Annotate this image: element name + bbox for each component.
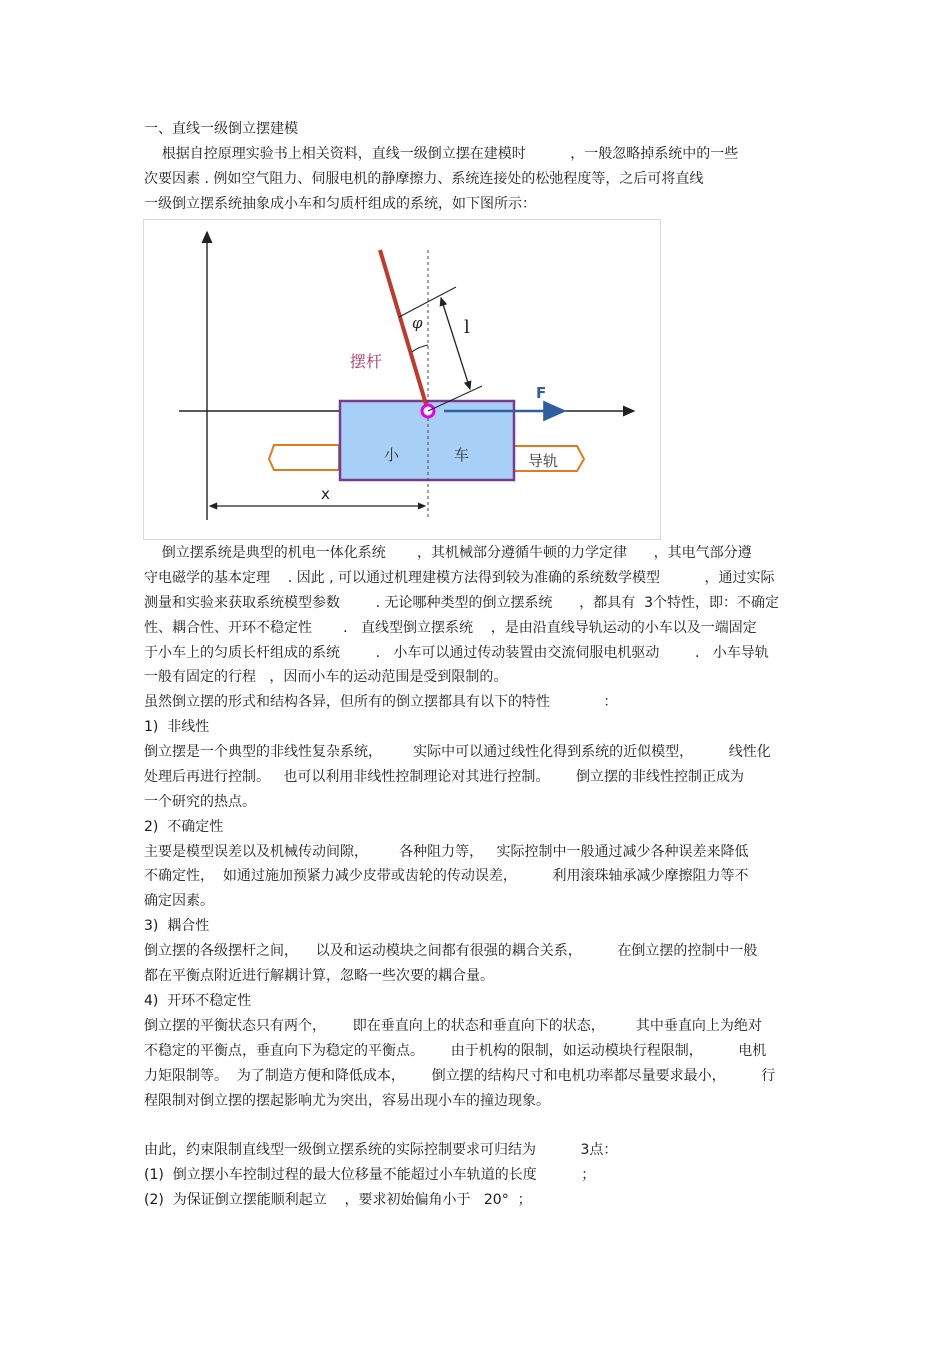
displacement-label: x <box>321 485 330 503</box>
intro-line: 一级倒立摆系统抽象成小车和匀质杆组成的系统，如下图所示： <box>144 196 536 212</box>
conclusion-line: 由此，约束限制直线型一级倒立摆系统的实际控制要求可归结为 3点： <box>144 1142 618 1158</box>
body-line: 虽然倒立摆的形式和结构各异，但所有的倒立摆都具有以下的特性 ： <box>144 694 618 710</box>
pendulum-diagram <box>144 220 660 539</box>
rod-label: 摆杆 <box>350 352 383 371</box>
body-line: 4) 开环不稳定性 <box>144 993 252 1009</box>
conclusion-line: (2) 为保证倒立摆能顺利起立 ，要求初始偏角小于 20° ； <box>144 1192 532 1208</box>
body-line: 倒立摆的平衡状态只有两个， 即在垂直向上的状态和垂直向下的状态， 其中垂直向上为绝对 <box>144 1018 762 1034</box>
angle-arc <box>412 345 428 352</box>
body-line: 3) 耦合性 <box>144 918 210 934</box>
body-line: 确定因素。 <box>144 893 214 909</box>
section-heading: 一、直线一级倒立摆建模 <box>144 121 298 137</box>
body-line: 倒立摆系统是典型的机电一体化系统 ，其机械部分遵循牛顿的力学定律 ，其电气部分遵 <box>144 545 752 561</box>
rail-label: 导轨 <box>528 452 559 470</box>
body-line: 一般有固定的行程 ，因而小车的运动范围是受到限制的。 <box>144 669 508 685</box>
body-line: 倒立摆是一个典型的非线性复杂系统， 实际中可以通过线性化得到系统的近似模型， 线性化 <box>144 744 771 760</box>
body-line: 测量和实验来获取系统模型参数 . 无论哪种类型的倒立摆系统 ，都具有 3个特性，即：不确定 <box>144 595 780 611</box>
body-line: 主要是模型误差以及机械传动间隙， 各种阻力等， 实际控制中一般通过减少各种误差来降低 <box>144 844 749 860</box>
intro-line: 根据自控原理实验书上相关资料，直线一级倒立摆在建模时 ，一般忽略掉系统中的一些 <box>144 146 739 162</box>
body-line: 性、耦合性、开环不稳定性 . 直线型倒立摆系统 ，是由沿直线导轨运动的小车以及一端固定 <box>144 620 757 636</box>
inverted-pendulum-figure <box>143 219 661 540</box>
body-line: 一个研究的热点。 <box>144 794 256 810</box>
force-label: F <box>536 384 547 402</box>
length-arrow <box>441 298 470 389</box>
body-line: 倒立摆的各级摆杆之间， 以及和运动模块之间都有很强的耦合关系， 在倒立摆的控制中一般 <box>144 943 758 959</box>
body-line: 于小车上的匀质长杆组成的系统 . 小车可以通过传动装置由交流伺服电机驱动 . 小车导轨 <box>144 645 769 661</box>
body-line: 程限制对倒立摆的摆起影响尤为突出，容易出现小车的撞边现象。 <box>144 1093 550 1109</box>
angle-label: φ <box>412 314 423 332</box>
conclusion-line: (1) 倒立摆小车控制过程的最大位移量不能超过小车轨道的长度 ； <box>144 1167 596 1183</box>
intro-line: 次要因素 . 例如空气阻力、伺服电机的静摩擦力、系统连接处的松弛程度等，之后可将直线 <box>144 171 704 187</box>
body-line: 2) 不确定性 <box>144 819 224 835</box>
body-line: 不确定性， 如通过施加预紧力减少皮带或齿轮的传动误差， 利用滚珠轴承减少摩擦阻力等不 <box>144 868 749 884</box>
body-line: 守电磁学的基本定理 . 因此 , 可以通过机理建模方法得到较为准确的系统数学模型 ，通过实际 <box>144 570 775 586</box>
cart-label-left: 小 <box>384 446 400 464</box>
cart-label-right: 车 <box>454 446 470 464</box>
body-line: 处理后再进行控制。 也可以利用非线性控制理论对其进行控制。 倒立摆的非线性控制正成为 <box>144 769 745 785</box>
body-line: 都在平衡点附近进行解耦计算，忽略一些次要的耦合量。 <box>144 968 494 984</box>
body-line: 不稳定的平衡点，垂直向下为稳定的平衡点。 由于机构的限制，如运动模块行程限制， 电机 <box>144 1043 767 1059</box>
body-line: 力矩限制等。 为了制造方便和降低成本， 倒立摆的结构尺寸和电机功率都尽量要求最小， 行 <box>144 1068 776 1084</box>
rail-left <box>269 445 339 470</box>
body-line: 1) 非线性 <box>144 719 210 735</box>
length-label: l <box>464 317 470 338</box>
